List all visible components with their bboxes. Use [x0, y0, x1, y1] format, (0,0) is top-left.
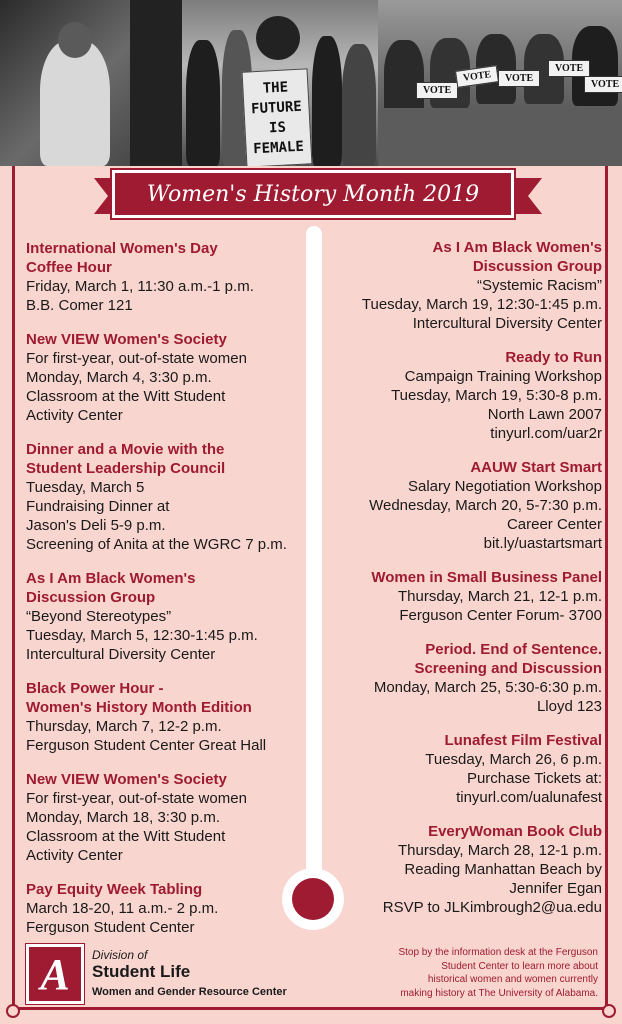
- event-title: Discussion Group: [472, 258, 602, 275]
- photo-woman-in-doorway: [0, 0, 182, 166]
- event-item: [330, 822, 602, 917]
- student-life-label: Student Life: [92, 962, 191, 981]
- event-title: Student Leadership Council: [26, 460, 226, 477]
- figure-head: [256, 16, 300, 60]
- event-detail: Intercultural Diversity Center: [412, 315, 602, 332]
- sign-line: FEMALE: [252, 138, 305, 158]
- event-detail: Thursday, March 28, 12-1 p.m.: [398, 842, 602, 859]
- frame-corner-ornament: [6, 1004, 20, 1018]
- event-title: Lunafest Film Festival: [444, 732, 602, 749]
- event-title: Pay Equity Week Tabling: [26, 881, 203, 898]
- event-detail: Monday, March 4, 3:30 p.m.: [26, 369, 212, 386]
- event-detail: tinyurl.com/ualunafest: [456, 789, 602, 806]
- event-detail: Ferguson Student Center: [26, 919, 195, 936]
- figure-protester: [312, 36, 342, 166]
- event-item: [26, 239, 306, 315]
- event-title: Dinner and a Movie with the: [26, 441, 225, 458]
- event-item: [26, 679, 306, 755]
- event-detail: For first-year, out-of-state women: [26, 350, 247, 367]
- event-detail: “Beyond Stereotypes”: [26, 608, 172, 625]
- event-detail: Reading Manhattan Beach by: [404, 861, 602, 878]
- event-title: AAUW Start Smart: [470, 459, 602, 476]
- event-title: Women's History Month Edition: [26, 699, 252, 716]
- right-event-column: [330, 238, 602, 932]
- event-detail: Monday, March 18, 3:30 p.m.: [26, 809, 220, 826]
- event-title: International Women's Day: [26, 240, 218, 257]
- vote-card: VOTE: [584, 76, 622, 93]
- event-item: [26, 440, 306, 554]
- event-detail: Classroom at the Witt Student: [26, 828, 226, 845]
- event-item: [26, 330, 306, 425]
- event-item: [330, 458, 602, 553]
- table: [378, 108, 622, 166]
- event-detail: Thursday, March 21, 12-1 p.m.: [398, 588, 602, 605]
- event-detail: Tuesday, March 19, 5:30-8 p.m.: [391, 387, 602, 404]
- protest-sign: [242, 68, 313, 166]
- event-title: Discussion Group: [26, 589, 156, 606]
- vote-card: VOTE: [416, 82, 458, 99]
- event-detail: Monday, March 25, 5:30-6:30 p.m.: [373, 679, 602, 696]
- event-title: EveryWoman Book Club: [428, 823, 602, 840]
- event-title: As I Am Black Women's: [432, 239, 602, 256]
- event-detail: Tuesday, March 19, 12:30-1:45 p.m.: [361, 296, 602, 313]
- event-item: [330, 731, 602, 807]
- event-title: Ready to Run: [505, 349, 602, 366]
- header-photo-strip: [0, 0, 622, 166]
- event-item: [330, 640, 602, 716]
- event-detail: Fundraising Dinner at: [26, 498, 170, 515]
- event-detail: Intercultural Diversity Center: [26, 646, 216, 663]
- event-detail: Activity Center: [26, 407, 123, 424]
- event-detail: Salary Negotiation Workshop: [408, 478, 602, 495]
- event-detail: Tuesday, March 26, 6 p.m.: [425, 751, 602, 768]
- event-detail: North Lawn 2007: [487, 406, 602, 423]
- event-title: Screening and Discussion: [414, 660, 602, 677]
- event-detail: RSVP to JLKimbrough2@ua.edu: [382, 899, 602, 916]
- photo-protest: [182, 0, 378, 166]
- event-detail: Jason's Deli 5-9 p.m.: [26, 517, 166, 534]
- event-title: As I Am Black Women's: [26, 570, 196, 587]
- left-event-column: [26, 239, 306, 952]
- event-title: Period. End of Sentence.: [425, 641, 602, 658]
- event-detail: For first-year, out-of-state women: [26, 790, 247, 807]
- event-detail: Ferguson Student Center Great Hall: [26, 737, 267, 754]
- event-item: [330, 238, 602, 333]
- event-detail: bit.ly/uastartsmart: [483, 535, 602, 552]
- event-detail: Career Center: [506, 516, 602, 533]
- footer-note: [334, 946, 598, 1000]
- center-name: Women and Gender Resource Center: [92, 986, 287, 998]
- event-item: [330, 348, 602, 443]
- footer-note-line: Student Center to learn more about: [441, 960, 598, 972]
- event-item: [26, 880, 306, 937]
- frame-corner-ornament: [602, 1004, 616, 1018]
- university-logo: [26, 944, 84, 1004]
- sign-line: IS: [268, 119, 287, 137]
- door-panel: [130, 0, 182, 166]
- event-detail: Ferguson Center Forum- 3700: [399, 607, 602, 624]
- event-title: Coffee Hour: [26, 259, 112, 276]
- event-detail: tinyurl.com/uar2r: [490, 425, 602, 442]
- event-detail: Screening of Anita at the WGRC 7 p.m.: [26, 536, 287, 553]
- figure-head: [58, 22, 92, 58]
- figure-woman: [40, 40, 110, 166]
- event-title: Women in Small Business Panel: [371, 569, 602, 586]
- sign-line: THE: [262, 79, 289, 97]
- event-detail: Activity Center: [26, 847, 123, 864]
- logo-letter: A: [40, 949, 70, 999]
- event-detail: “Systemic Racism”: [476, 277, 602, 294]
- division-label: Division of: [92, 948, 148, 962]
- event-detail: Campaign Training Workshop: [404, 368, 602, 385]
- event-title: New VIEW Women's Society: [26, 331, 227, 348]
- page-title: Women's History Month 2019: [146, 181, 480, 207]
- banner-ribbon-tail-right: [510, 178, 542, 214]
- event-detail: Purchase Tickets at:: [466, 770, 602, 787]
- event-detail: Tuesday, March 5, 12:30-1:45 p.m.: [26, 627, 258, 644]
- timeline-bar: [306, 226, 322, 886]
- event-detail: Classroom at the Witt Student: [26, 388, 226, 405]
- vote-card: VOTE: [455, 65, 499, 88]
- event-item: [26, 770, 306, 865]
- footer-note-line: making history at The University of Alabama.: [400, 987, 598, 999]
- event-detail: Friday, March 1, 11:30 a.m.-1 p.m.: [26, 278, 254, 295]
- event-title: New VIEW Women's Society: [26, 771, 227, 788]
- event-detail: Wednesday, March 20, 5-7:30 p.m.: [369, 497, 602, 514]
- title-banner: [112, 170, 514, 218]
- event-item: [26, 569, 306, 664]
- event-detail: Lloyd 123: [536, 698, 602, 715]
- event-detail: B.B. Comer 121: [26, 297, 133, 314]
- figure-protester: [186, 40, 220, 166]
- event-detail: Thursday, March 7, 12-2 p.m.: [26, 718, 222, 735]
- sign-line: FUTURE: [250, 98, 303, 118]
- organization-block: [92, 948, 287, 998]
- photo-suffragists: [378, 0, 622, 166]
- footer-note-line: historical women and women currently: [427, 974, 598, 985]
- event-title: Black Power Hour -: [26, 680, 164, 697]
- event-detail: Tuesday, March 5: [26, 479, 145, 496]
- event-detail: March 18-20, 11 a.m.- 2 p.m.: [26, 900, 219, 917]
- event-detail: Jennifer Egan: [509, 880, 602, 897]
- event-item: [330, 568, 602, 625]
- footer-note-line: Stop by the information desk at the Ferguson: [398, 947, 598, 958]
- vote-card: VOTE: [498, 70, 540, 87]
- figure-protester: [342, 44, 376, 166]
- vote-card: VOTE: [548, 60, 590, 77]
